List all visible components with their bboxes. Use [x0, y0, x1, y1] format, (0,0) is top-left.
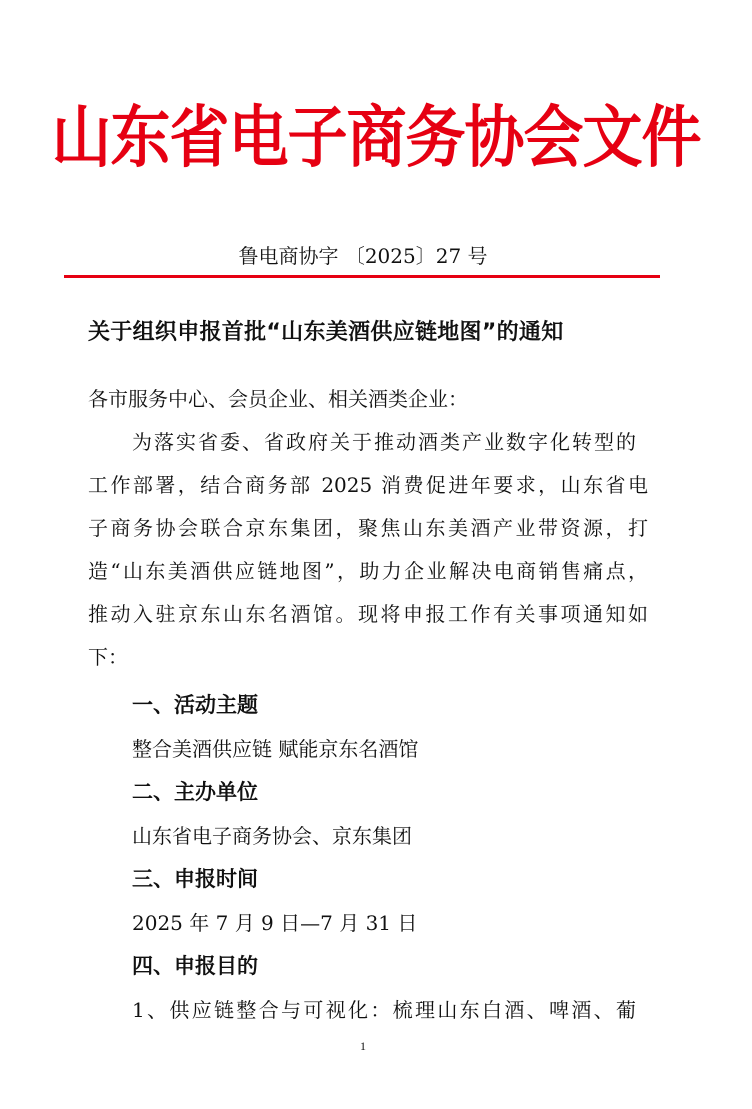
page-number: 1 — [360, 1039, 366, 1053]
intro-line-2: 工作部署，结合商务部 2025 消费促进年要求，山东省电 — [88, 473, 648, 497]
section-heading-theme: 一、活动主题 — [132, 693, 258, 717]
header-divider — [64, 275, 660, 278]
section-content-purpose: 1、供应链整合与可视化：梳理山东白酒、啤酒、葡 — [132, 998, 636, 1022]
section-content-theme: 整合美酒供应链 赋能京东名酒馆 — [132, 737, 419, 761]
notice-title: 关于组织申报首批“山东美酒供应链地图”的通知 — [88, 320, 564, 345]
intro-line-3: 子商务协会联合京东集团，聚焦山东美酒产业带资源，打 — [88, 516, 648, 540]
intro-line-5: 推动入驻京东山东名酒馆。现将申报工作有关事项通知如 — [88, 602, 648, 626]
section-heading-time: 三、申报时间 — [132, 867, 258, 891]
section-content-organizer: 山东省电子商务协会、京东集团 — [132, 824, 412, 848]
intro-line-4: 造“山东美酒供应链地图”，助力企业解决电商销售痛点， — [88, 559, 648, 583]
document-number: 鲁电商协字 〔2025〕27 号 — [238, 244, 488, 268]
section-heading-organizer: 二、主办单位 — [132, 780, 258, 804]
intro-line-1: 为落实省委、省政府关于推动酒类产业数字化转型的 — [132, 430, 636, 454]
intro-line-6: 下： — [88, 645, 128, 669]
section-heading-purpose: 四、申报目的 — [132, 954, 258, 978]
section-content-time: 2025 年 7 月 9 日—7 月 31 日 — [132, 911, 418, 935]
document-header-title: 山东省电子商务协会文件 — [51, 98, 701, 178]
salutation: 各市服务中心、会员企业、相关酒类企业： — [88, 387, 468, 411]
